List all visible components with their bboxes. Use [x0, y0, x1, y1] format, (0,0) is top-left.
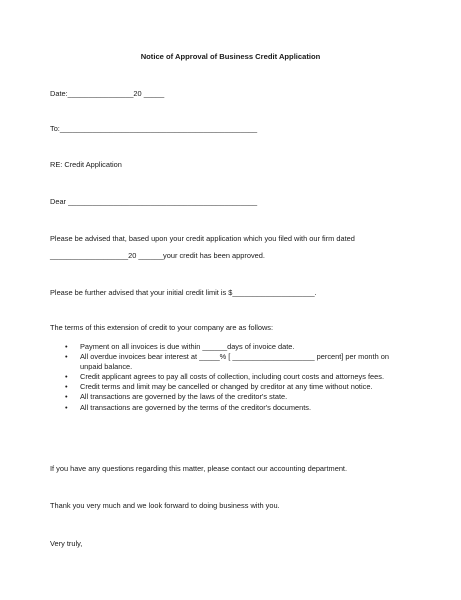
list-item: [50, 403, 410, 413]
paragraph-thanks: Thank you very much and we look forward to doing business with you.: [50, 501, 280, 510]
bullet-icon: •: [65, 382, 68, 392]
term-text: Credit applicant agrees to pay all costs of collection, including court costs and attorneys fees.: [80, 372, 385, 382]
paragraph-application-line-1: Please be advised that, based upon your credit application which you filed with our firm dated: [50, 234, 355, 243]
list-item: [50, 392, 410, 402]
term-text: Credit terms and limit may be cancelled or changed by creditor at any time without notice.: [80, 382, 373, 392]
date-line: Date:________________20 _____: [50, 89, 165, 98]
bullet-icon: •: [65, 402, 68, 412]
list-item: [50, 372, 410, 382]
closing-line: Very truly,: [50, 539, 83, 548]
bullet-icon: •: [65, 392, 68, 402]
bullet-icon: •: [65, 372, 68, 382]
to-line: To:________________________________________________: [50, 124, 258, 133]
list-item: [50, 342, 410, 352]
list-item: [50, 382, 410, 392]
terms-list: [50, 342, 410, 413]
re-line: RE: Credit Application: [50, 160, 122, 169]
bullet-icon: •: [65, 352, 68, 362]
list-item: [50, 352, 410, 372]
term-text: Payment on all invoices is due within ______days of invoice date.: [80, 342, 295, 351]
term-text: All overdue invoices bear interest at _____% [ ____________________ percent] per month on unpaid balance.: [80, 352, 389, 372]
paragraph-application-line-2: ___________________20 ______your credit has been approved.: [50, 251, 265, 260]
term-text: All transactions are governed by the laws of the creditor's state.: [80, 392, 288, 402]
term-text: All transactions are governed by the terms of the creditor's documents.: [80, 402, 312, 412]
bullet-icon: •: [65, 342, 68, 351]
paragraph-questions: If you have any questions regarding this matter, please contact our accounting department.: [50, 464, 348, 473]
dear-line: Dear ______________________________________________: [50, 197, 258, 206]
document-title: Notice of Approval of Business Credit Application: [140, 52, 321, 61]
terms-intro: The terms of this extension of credit to your company are as follows:: [50, 323, 274, 332]
paragraph-credit-limit: Please be further advised that your initial credit limit is $____________________.: [50, 288, 317, 297]
